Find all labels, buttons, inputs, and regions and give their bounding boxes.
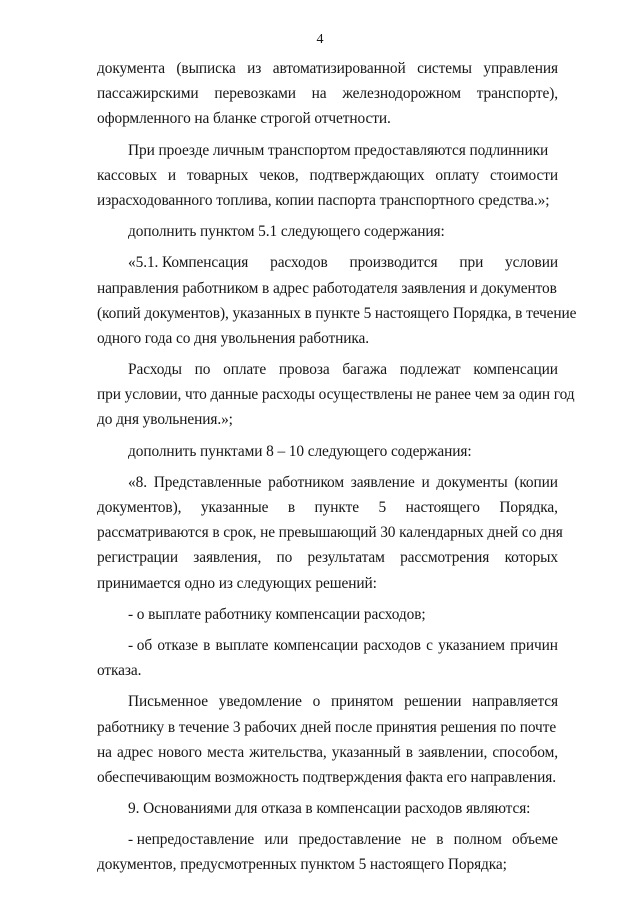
word: уведомление	[218, 693, 302, 711]
word: пассажирскими	[97, 85, 199, 103]
word: по	[194, 361, 211, 379]
word: указанные	[200, 499, 269, 516]
word: (копии	[514, 473, 558, 491]
text-line: принимается одно из следующих решений:	[97, 574, 377, 592]
word: чеков,	[259, 166, 299, 184]
word: о	[312, 693, 321, 711]
word: заявления,	[193, 549, 262, 567]
word: перевозками	[214, 85, 296, 103]
word: работником	[268, 473, 344, 491]
paragraph	[97, 633, 558, 683]
word: багажа	[342, 361, 387, 379]
word: рассмотрения	[400, 549, 490, 567]
text-line	[97, 56, 558, 81]
word: провоза	[278, 361, 330, 379]
paragraph	[97, 470, 563, 596]
text-line	[97, 633, 558, 658]
word: отказе	[157, 636, 198, 654]
text-line: дополнить пунктом 5.1 следующего содержания:	[128, 223, 445, 241]
page-number: 4	[316, 32, 324, 47]
text-line	[97, 470, 558, 495]
word: из	[247, 60, 262, 77]
word: нового	[158, 743, 202, 761]
paragraph	[97, 138, 558, 214]
paragraph	[97, 796, 558, 821]
word: документы	[436, 473, 508, 491]
word: товарных	[186, 166, 249, 184]
text-line	[97, 689, 558, 714]
text-line: направления работником в адрес работодателя заявления и документов	[97, 279, 557, 297]
word: причин	[510, 636, 558, 654]
text-line: 9. Основаниями для отказа в компенсации расходов являются:	[128, 800, 531, 818]
word: «8.	[128, 473, 147, 491]
text-line	[97, 740, 558, 765]
text-line	[97, 163, 558, 188]
word: места	[207, 743, 245, 761]
word: в	[203, 636, 211, 654]
word: с	[426, 636, 433, 654]
text-line	[97, 827, 558, 852]
paragraph	[97, 357, 575, 433]
text-line: работнику в течение 3 рабочих дней после принятия решения по почте	[97, 718, 557, 736]
word: указанием	[438, 636, 505, 654]
document-body	[97, 56, 577, 878]
text-line: обеспечивающим возможность подтверждения факта его направления.	[97, 768, 556, 786]
text-line: оформленного на бланке строгой отчетности.	[97, 110, 391, 128]
word: (выписка	[176, 60, 236, 77]
text-line	[97, 81, 558, 106]
text-line: отказа.	[97, 662, 142, 680]
word: документов),	[97, 499, 182, 516]
word: автоматизированной	[272, 60, 406, 77]
word: системы	[417, 60, 472, 77]
paragraph	[97, 56, 558, 132]
text-line	[97, 495, 558, 520]
text-line	[97, 357, 558, 382]
word: способом,	[492, 743, 558, 761]
paragraph	[97, 439, 558, 464]
text-line: - о выплате работнику компенсации расходов;	[128, 605, 426, 623]
word: компенсации	[273, 636, 359, 654]
word: компенсации	[473, 361, 558, 379]
word: Представленные	[153, 473, 262, 491]
word: железнодорожном	[342, 85, 461, 103]
word: 5	[378, 499, 387, 516]
word: Порядка,	[499, 499, 558, 516]
word: адрес	[117, 743, 153, 761]
word: оплате	[223, 361, 267, 379]
word: на	[97, 743, 112, 761]
word: подлежат	[399, 361, 461, 379]
word: решении	[404, 693, 462, 711]
word: расходов	[270, 254, 328, 272]
word: расходов	[363, 636, 421, 654]
word: регистрации	[97, 549, 178, 567]
word: заявлении,	[418, 743, 488, 761]
text-line: (копий документов), указанных в пункте 5 настоящего Порядка, в течение	[97, 304, 577, 322]
paragraph	[97, 219, 558, 244]
word: - об	[128, 636, 153, 654]
word: по	[276, 549, 293, 567]
word: направляется	[472, 693, 558, 711]
paragraph	[97, 689, 558, 790]
word: производится	[349, 254, 438, 272]
word: документа	[97, 60, 165, 77]
word: Расходы	[128, 361, 182, 379]
word: которых	[504, 549, 558, 567]
word: и	[167, 166, 176, 184]
text-line: дополнить пунктами 8 – 10 следующего содержания:	[128, 442, 472, 460]
word: «5.1. Компенсация	[128, 254, 249, 272]
word: заявление	[350, 473, 415, 491]
word: принятом	[331, 693, 394, 711]
word: Письменное	[128, 693, 208, 711]
word: в	[436, 831, 444, 849]
word: настоящего	[405, 499, 480, 516]
word: жительства,	[249, 743, 327, 761]
text-line: израсходованного топлива, копии паспорта транспортного средства.»;	[97, 191, 550, 209]
word: объеме	[512, 831, 558, 849]
text-line: документов, предусмотренных пунктом 5 настоящего Порядка;	[97, 856, 507, 874]
word: указанный	[331, 743, 401, 761]
word: при	[459, 254, 484, 272]
word: транспорте),	[476, 85, 558, 103]
text-line: одного года со дня увольнения работника.	[97, 329, 370, 347]
text-line: При проезде личным транспортом предоставляются подлинники	[128, 141, 549, 159]
text-line: до дня увольнения.»;	[97, 411, 233, 429]
word: в	[405, 743, 413, 761]
word: стоимости	[489, 166, 558, 184]
word: кассовых	[97, 166, 157, 184]
word: не	[411, 831, 427, 849]
word: выплате	[215, 636, 269, 654]
word: результатам	[307, 549, 385, 567]
word: управления	[483, 60, 558, 77]
paragraph	[97, 602, 558, 627]
word: и	[421, 473, 430, 491]
text-line	[97, 545, 558, 570]
paragraph	[97, 250, 577, 351]
word: полном	[453, 831, 502, 849]
word: пункте	[314, 499, 359, 516]
text-line	[97, 250, 558, 275]
word: подтверждающих	[309, 166, 425, 184]
text-line: рассматриваются в срок, не превышающий 30 календарных дней со дня	[97, 524, 563, 542]
text-line: при условии, что данные расходы осуществлены не ранее чем за один год	[97, 386, 575, 404]
word: в	[287, 499, 296, 516]
word: оплату	[435, 166, 480, 184]
word: - непредоставление	[128, 831, 255, 849]
word: или	[264, 831, 289, 849]
paragraph	[97, 827, 558, 877]
word: предоставление	[298, 831, 401, 849]
word: на	[311, 85, 327, 103]
word: условии	[505, 254, 558, 272]
